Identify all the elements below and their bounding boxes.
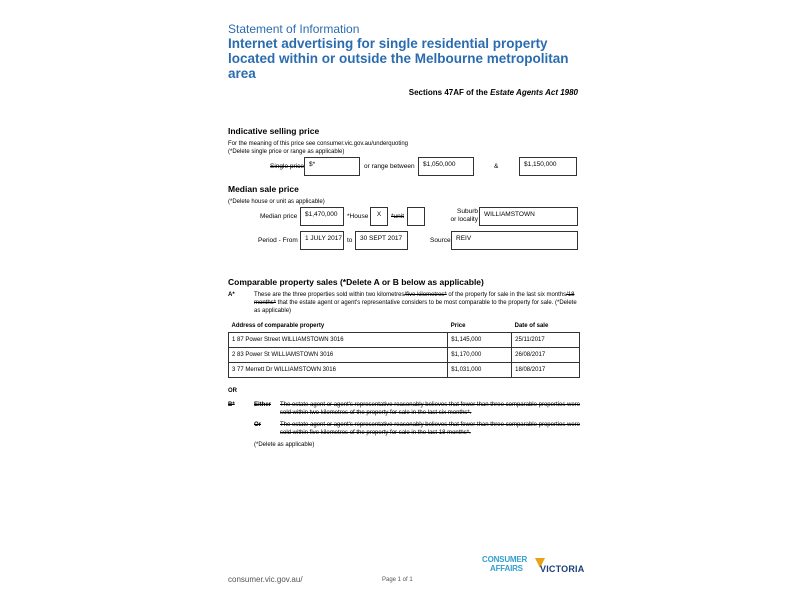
option-a-marker: A* — [228, 292, 235, 298]
page-number: Page 1 of 1 — [382, 577, 413, 583]
period-to-field[interactable]: 30 SEPT 2017 — [355, 231, 408, 250]
single-price-label: Single price — [270, 163, 304, 170]
comparable-address[interactable]: 2 83 Power St WILLIAMSTOWN 3016 — [229, 347, 448, 362]
unit-label: *unit — [391, 213, 405, 220]
table-row — [229, 362, 580, 377]
option-a-text-3: that the estate agent or agent's representative considers to be most comparable to the property for sale. (*Delete as applicable) — [254, 300, 577, 314]
period-from-label: Period - From — [258, 237, 298, 244]
house-field[interactable]: X — [370, 207, 388, 226]
period-from-field[interactable]: 1 JULY 2017 — [300, 231, 344, 250]
house-label: *House — [347, 213, 369, 220]
option-b-marker: B* — [228, 402, 235, 408]
option-b-either-label: Either — [254, 402, 272, 408]
range-ampersand: & — [494, 163, 499, 170]
comparable-heading: Comparable property sales (*Delete A or B below as applicable) — [228, 277, 484, 287]
comparable-date[interactable]: 25/11/2017 — [512, 332, 580, 347]
option-b-or-text: The estate agent or agent's representative reasonably believes that fewer than three comparable properties were sold within five kilometres of the property for sale in the last 18 months*. — [280, 422, 580, 436]
source-label: Source — [430, 237, 451, 244]
column-header-price: Price — [450, 322, 466, 329]
comparable-address[interactable]: 3 77 Merrett Dr WILLIAMSTOWN 3016 — [229, 362, 448, 377]
footer-url[interactable]: consumer.vic.gov.au/ — [228, 575, 303, 584]
comparable-date[interactable]: 26/08/2017 — [512, 347, 580, 362]
document-kicker: Statement of Information — [228, 22, 360, 36]
consumer-affairs-victoria-logo — [482, 555, 585, 579]
median-price-label: Median price — [260, 213, 298, 220]
range-low-field[interactable]: $1,050,000 — [418, 157, 474, 176]
comparable-price[interactable]: $1,170,000 — [448, 347, 512, 362]
median-price-field[interactable]: $1,470,000 — [300, 207, 344, 226]
single-price-field[interactable]: $* — [304, 157, 360, 176]
indicative-heading: Indicative selling price — [228, 126, 320, 136]
suburb-label — [450, 208, 478, 224]
act-name: Estate Agents Act 1980 — [490, 88, 578, 97]
logo-line-1: CONSUMER — [482, 555, 528, 564]
option-b-or-label: Or — [254, 422, 262, 428]
unit-field[interactable] — [407, 207, 425, 226]
indicative-note — [228, 140, 408, 156]
option-a-text-2: of the property for sale in the last six months — [446, 292, 567, 298]
sections-reference — [409, 88, 578, 97]
comparable-sales-table — [228, 320, 580, 378]
document-title: Internet advertising for single residential property located within or outside the Melbourne metropolitan area — [228, 36, 569, 81]
range-high-field[interactable]: $1,150,000 — [519, 157, 577, 176]
suburb-label-2: or locality — [450, 216, 478, 223]
comparable-price[interactable]: $1,145,000 — [448, 332, 512, 347]
suburb-label-1: Suburb — [457, 208, 478, 215]
table-header-row — [229, 320, 580, 332]
option-b-delete-note: (*Delete as applicable) — [254, 442, 315, 448]
indicative-note-2: (*Delete single price or range as applicable) — [228, 149, 345, 155]
option-a-strike-2: /18 months* — [254, 292, 575, 306]
table-row — [229, 347, 580, 362]
comparable-date[interactable]: 18/08/2017 — [512, 362, 580, 377]
comparable-price[interactable]: $1,031,000 — [448, 362, 512, 377]
median-note: (*Delete house or unit as applicable) — [228, 199, 325, 205]
comparable-address[interactable]: 1 87 Power Street WILLIAMSTOWN 3016 — [229, 332, 448, 347]
median-heading: Median sale price — [228, 184, 299, 194]
suburb-field[interactable]: WILLIAMSTOWN — [479, 207, 578, 226]
option-a-text — [254, 291, 579, 315]
column-header-address: Address of comparable property — [231, 322, 325, 329]
or-label: OR — [228, 388, 237, 394]
indicative-note-1: For the meaning of this price see consumer.vic.gov.au/underquoting — [228, 141, 408, 147]
logo-line-2: AFFAIRS — [490, 564, 523, 573]
logo-text — [482, 555, 527, 573]
range-label: or range between — [364, 163, 415, 170]
option-a-strike-1: /five kilometres* — [404, 292, 447, 298]
sections-prefix: Sections 47AF of the — [408, 88, 491, 97]
source-field[interactable]: REIV — [451, 231, 578, 250]
period-to-label: to — [347, 237, 353, 244]
option-a-text-1: These are the three properties sold within two kilometres — [254, 292, 405, 298]
column-header-date: Date of sale — [514, 322, 549, 329]
logo-victoria: VICTORIA — [540, 564, 585, 574]
table-row — [229, 332, 580, 347]
option-b-either-text: The estate agent or agent's representative reasonably believes that fewer than three comparable properties were sold within two kilometres of the property for sale in the last six months*. — [280, 402, 580, 416]
